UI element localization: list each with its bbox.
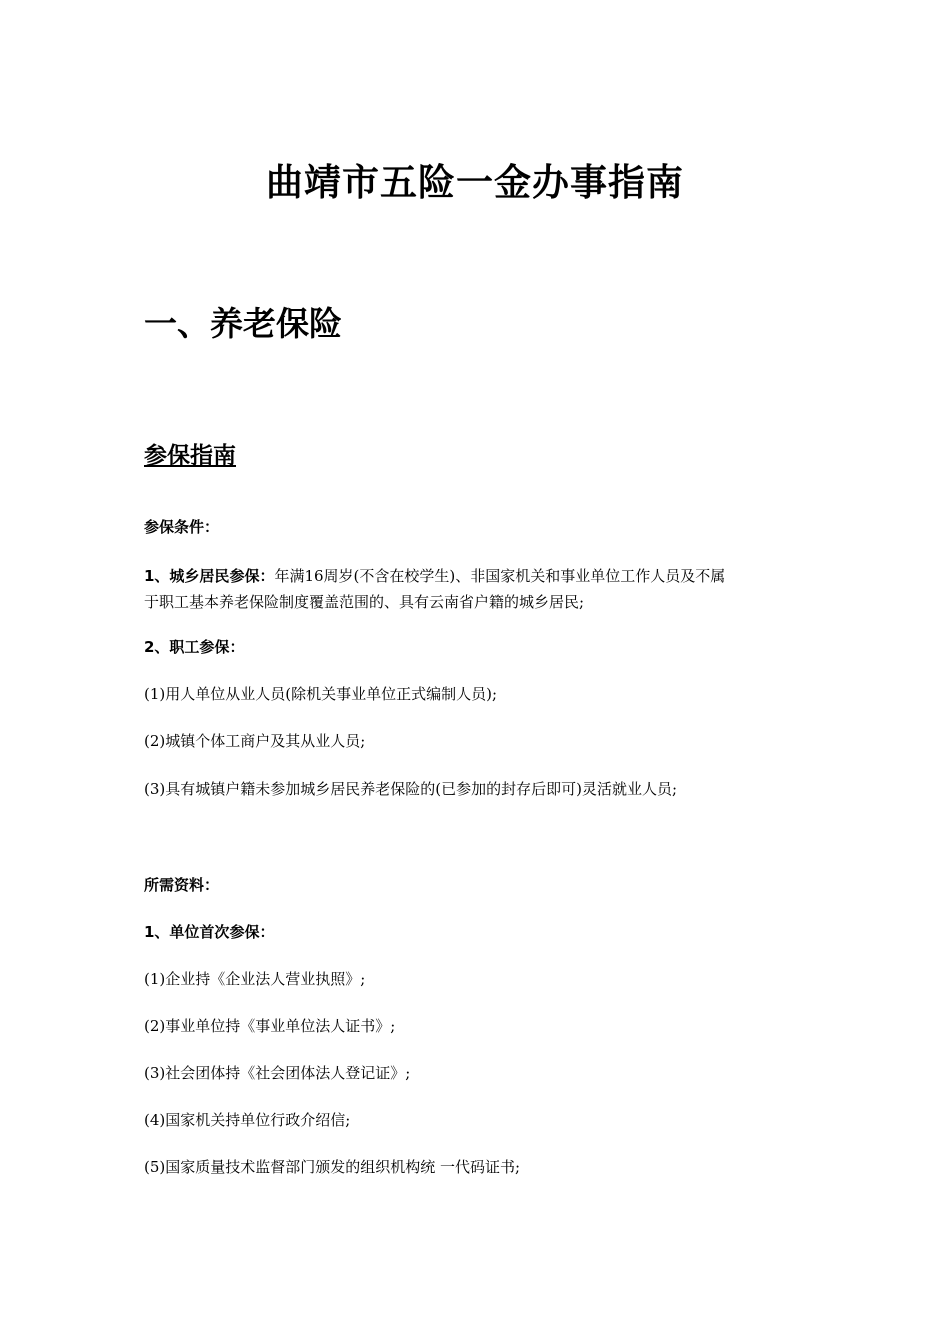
condition-2-item: (2)城镇个体工商户及其从业人员; xyxy=(144,732,366,750)
condition-1-text-a: 年满16周岁(不含在校学生)、非国家机关和事业单位工作人员及不属 xyxy=(274,567,726,585)
condition-2-item: (3)具有城镇户籍未参加城乡居民养老保险的(已参加的封存后即可)灵活就业人员; xyxy=(144,780,678,798)
condition-1-label: 1、城乡居民参保： xyxy=(144,567,275,585)
material-1-label: 1、单位首次参保： xyxy=(144,923,275,941)
material-1-item: (2)事业单位持《事业单位法人证书》; xyxy=(144,1017,396,1035)
material-1-item: (1)企业持《企业法人营业执照》; xyxy=(144,970,366,988)
condition-2-label: 2、职工参保： xyxy=(144,638,245,656)
materials-heading: 所需资料： xyxy=(144,876,220,894)
subsection-heading-enrollment-guide: 参保指南 xyxy=(144,443,236,469)
condition-1-line-a xyxy=(144,565,725,587)
material-1-item: (5)国家质量技术监督部门颁发的组织机构统 一代码证书; xyxy=(144,1158,521,1176)
material-1-item: (3)社会团体持《社会团体法人登记证》; xyxy=(144,1064,411,1082)
condition-1-line-b: 于职工基本养老保险制度覆盖范围的、具有云南省户籍的城乡居民; xyxy=(144,593,585,611)
condition-2-item: (1)用人单位从业人员(除机关事业单位正式编制人员); xyxy=(144,685,498,703)
section-heading-pension: 一、养老保险 xyxy=(144,304,342,343)
material-1-item: (4)国家机关持单位行政介绍信; xyxy=(144,1111,351,1129)
document-title: 曲靖市五险一金办事指南 xyxy=(266,161,684,204)
conditions-heading: 参保条件： xyxy=(144,518,220,536)
